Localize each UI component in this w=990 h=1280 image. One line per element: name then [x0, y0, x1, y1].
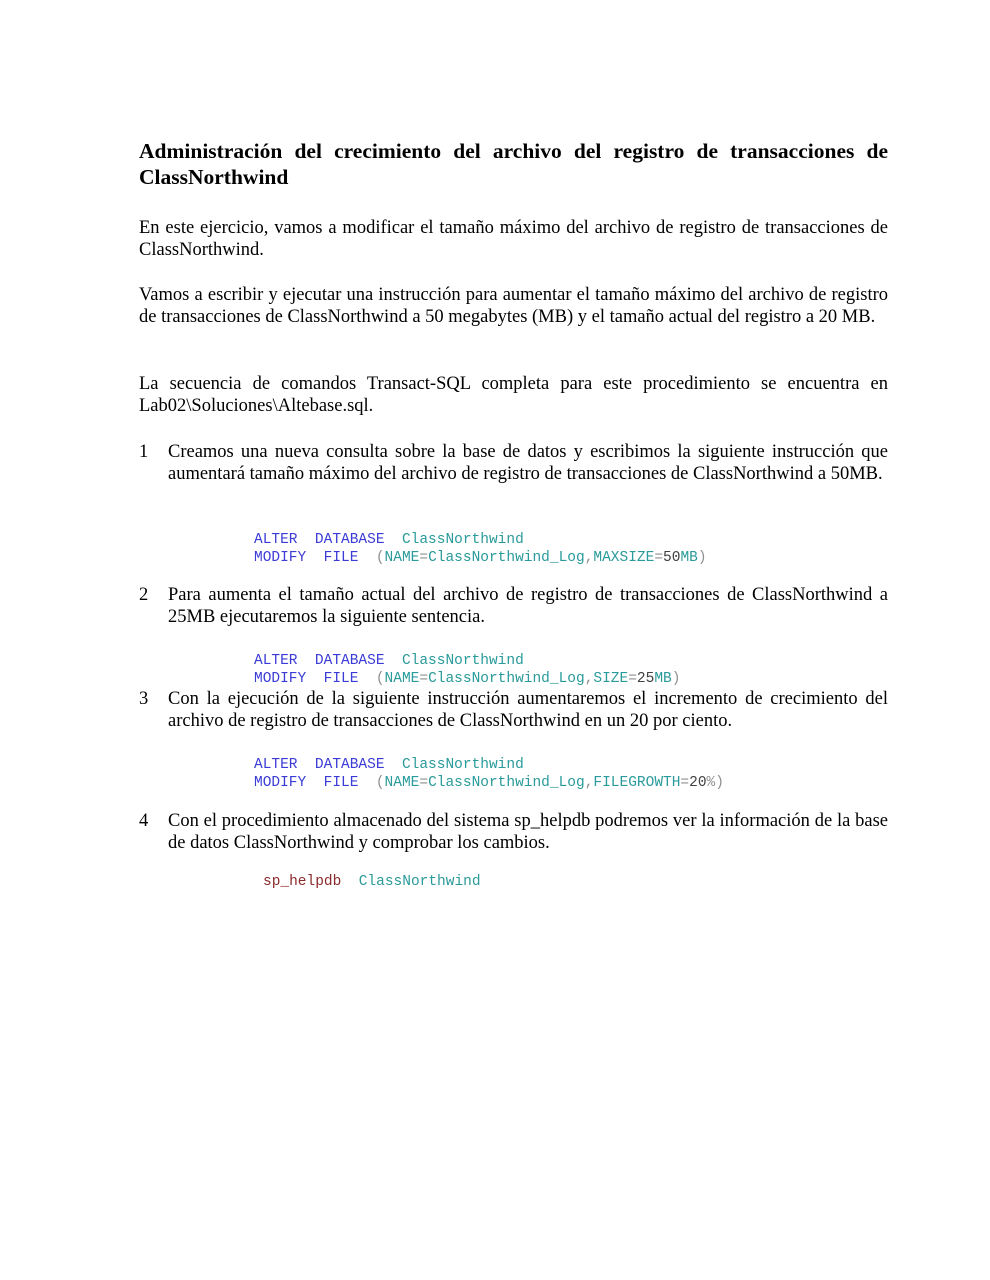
code-unit: MB	[654, 671, 672, 687]
step-number: 2	[139, 585, 149, 605]
page-title: Administración del crecimiento del archivo del registro de transacciones de ClassNorthwind	[139, 139, 888, 189]
code-line: MODIFY FILE (NAME=ClassNorthwind_Log,MAXSIZE=50MB)	[254, 550, 707, 566]
step-number: 4	[139, 811, 149, 831]
code-identifier: ClassNorthwind	[401, 757, 524, 773]
code-number: 25	[636, 671, 655, 687]
code-number: 20	[689, 775, 707, 791]
step-text: Con el procedimiento almacenado del sistema sp_helpdb podremos ver la información de la base de datos ClassNorthwind y comprobar los cambios.	[168, 811, 888, 853]
code-keyword: ALTER	[254, 532, 298, 548]
step-number: 3	[139, 689, 149, 709]
code-option: MAXSIZE	[593, 550, 655, 566]
intro-paragraph: En este ejercicio, vamos a modificar el tamaño máximo del archivo de registro de transacciones de ClassNorthwind.	[139, 218, 888, 260]
step-text: Para aumenta el tamaño actual del archivo de registro de transacciones de ClassNorthwind a 25MB ejecutaremos la siguiente sentencia.	[168, 585, 888, 627]
code-identifier: NAME	[384, 775, 420, 791]
code-block-maxsize	[254, 531, 707, 567]
code-line	[254, 757, 524, 773]
code-block-helpdb	[263, 873, 481, 891]
step-4	[139, 810, 888, 854]
code-keyword: DATABASE	[314, 757, 385, 773]
code-keyword: FILE	[323, 550, 359, 566]
script-location-paragraph: La secuencia de comandos Transact-SQL completa para este procedimiento se encuentra en Lab02\Soluciones\Altebase.sql.	[139, 374, 888, 416]
code-keyword: FILE	[323, 775, 359, 791]
code-line: MODIFY FILE (NAME=ClassNorthwind_Log,SIZE=25MB)	[254, 671, 681, 687]
code-keyword: MODIFY	[254, 775, 307, 791]
code-line: MODIFY FILE (NAME=ClassNorthwind_Log,FILEGROWTH=20%)	[254, 775, 724, 791]
goal-paragraph: Vamos a escribir y ejecutar una instrucción para aumentar el tamaño máximo del archivo de registro de transacciones de ClassNorthwind a 50 megabytes (MB) y el tamaño actual del registro a 20 MB.	[139, 285, 888, 327]
code-identifier: NAME	[384, 550, 420, 566]
code-identifier: ClassNorthwind_Log	[428, 550, 585, 566]
code-line	[263, 874, 481, 890]
code-option: SIZE	[593, 671, 629, 687]
step-3	[139, 688, 888, 732]
code-identifier: ClassNorthwind_Log	[428, 671, 585, 687]
code-block-size	[254, 652, 680, 688]
step-1	[139, 441, 888, 485]
code-procedure: sp_helpdb	[263, 874, 342, 890]
code-option: FILEGROWTH	[593, 775, 681, 791]
code-identifier: ClassNorthwind	[358, 874, 481, 890]
code-keyword: FILE	[323, 671, 359, 687]
code-identifier: ClassNorthwind	[401, 532, 524, 548]
code-identifier: NAME	[384, 671, 420, 687]
code-line	[254, 532, 524, 548]
code-keyword: MODIFY	[254, 550, 307, 566]
code-identifier: ClassNorthwind_Log	[428, 775, 585, 791]
code-unit: MB	[680, 550, 698, 566]
code-number: 50	[663, 550, 681, 566]
step-number: 1	[139, 442, 149, 462]
code-block-filegrowth	[254, 756, 724, 792]
step-2	[139, 584, 888, 628]
code-keyword: DATABASE	[314, 532, 385, 548]
code-keyword: ALTER	[254, 757, 298, 773]
code-keyword: DATABASE	[314, 653, 385, 669]
code-identifier: ClassNorthwind	[401, 653, 524, 669]
code-line	[254, 653, 524, 669]
step-text: Creamos una nueva consulta sobre la base de datos y escribimos la siguiente instrucción que aumentará tamaño máximo del archivo de registro de transacciones de ClassNorthwind a 50MB.	[168, 442, 888, 484]
code-keyword: MODIFY	[254, 671, 307, 687]
step-text: Con la ejecución de la siguiente instrucción aumentaremos el incremento de crecimiento del archivo de registro de transacciones de ClassNorthwind en un 20 por ciento.	[168, 689, 888, 731]
code-unit: %	[706, 775, 716, 791]
code-keyword: ALTER	[254, 653, 298, 669]
